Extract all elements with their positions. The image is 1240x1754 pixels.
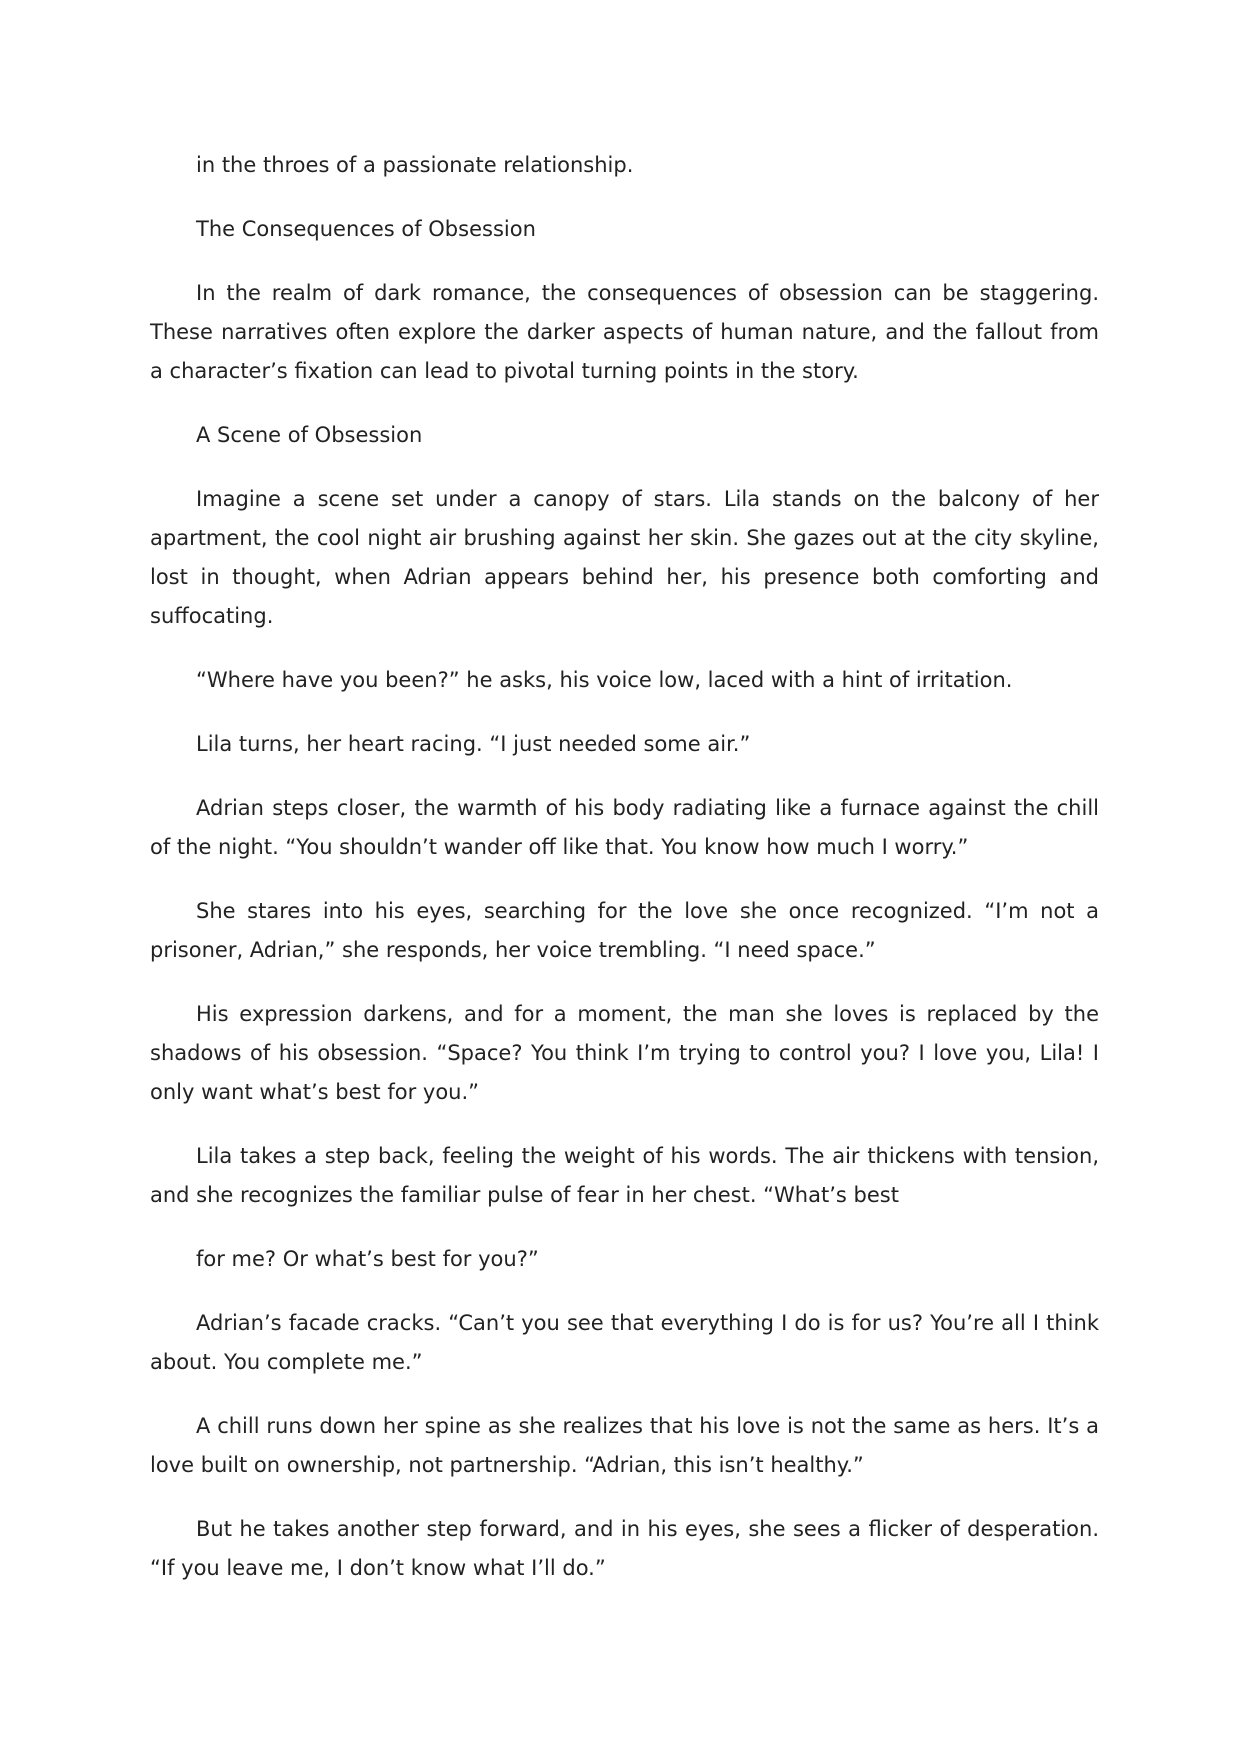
paragraph: Adrian steps closer, the warmth of his body radiating like a furnace against the chill of the night. “You shouldn’t wander off like that. You know how much I worry.” xyxy=(150,796,1099,859)
body-text xyxy=(150,146,1099,1613)
paragraph: Adrian’s facade cracks. “Can’t you see that everything I do is for us? You’re all I think about. You complete me.” xyxy=(150,1311,1099,1374)
paragraph: for me? Or what’s best for you?” xyxy=(196,1247,539,1271)
paragraph: in the throes of a passionate relationship. xyxy=(196,153,634,177)
section-heading: The Consequences of Obsession xyxy=(196,217,536,241)
paragraph: A chill runs down her spine as she realizes that his love is not the same as hers. It’s a love built on ownership, not partnership. “Adrian, this isn’t healthy.” xyxy=(150,1414,1099,1477)
paragraph: “Where have you been?” he asks, his voice low, laced with a hint of irritation. xyxy=(196,668,1013,692)
paragraph: She stares into his eyes, searching for the love she once recognized. “I’m not a prisoner, Adrian,” she responds, her voice trembling. “I need space.” xyxy=(150,899,1099,962)
paragraph: Lila turns, her heart racing. “I just needed some air.” xyxy=(196,732,751,756)
paragraph: In the realm of dark romance, the consequences of obsession can be staggering. These narratives often explore the darker aspects of human nature, and the fallout from a character’s fixation can lead to pivotal turning points in the story. xyxy=(150,281,1099,383)
paragraph: His expression darkens, and for a moment, the man she loves is replaced by the shadows of his obsession. “Space? You think I’m trying to control you? I love you, Lila! I only want what’s best for you.” xyxy=(150,1002,1099,1104)
paragraph: But he takes another step forward, and in his eyes, she sees a flicker of desperation. “If you leave me, I don’t know what I’ll do.” xyxy=(150,1517,1099,1580)
paragraph: Lila takes a step back, feeling the weight of his words. The air thickens with tension, and she recognizes the familiar pulse of fear in her chest. “What’s best xyxy=(150,1144,1099,1207)
section-heading: A Scene of Obsession xyxy=(196,423,423,447)
paragraph: Imagine a scene set under a canopy of stars. Lila stands on the balcony of her apartment, the cool night air brushing against her skin. She gazes out at the city skyline, lost in thought, when Adrian appears behind her, his presence both comforting and suffocating. xyxy=(150,487,1099,628)
